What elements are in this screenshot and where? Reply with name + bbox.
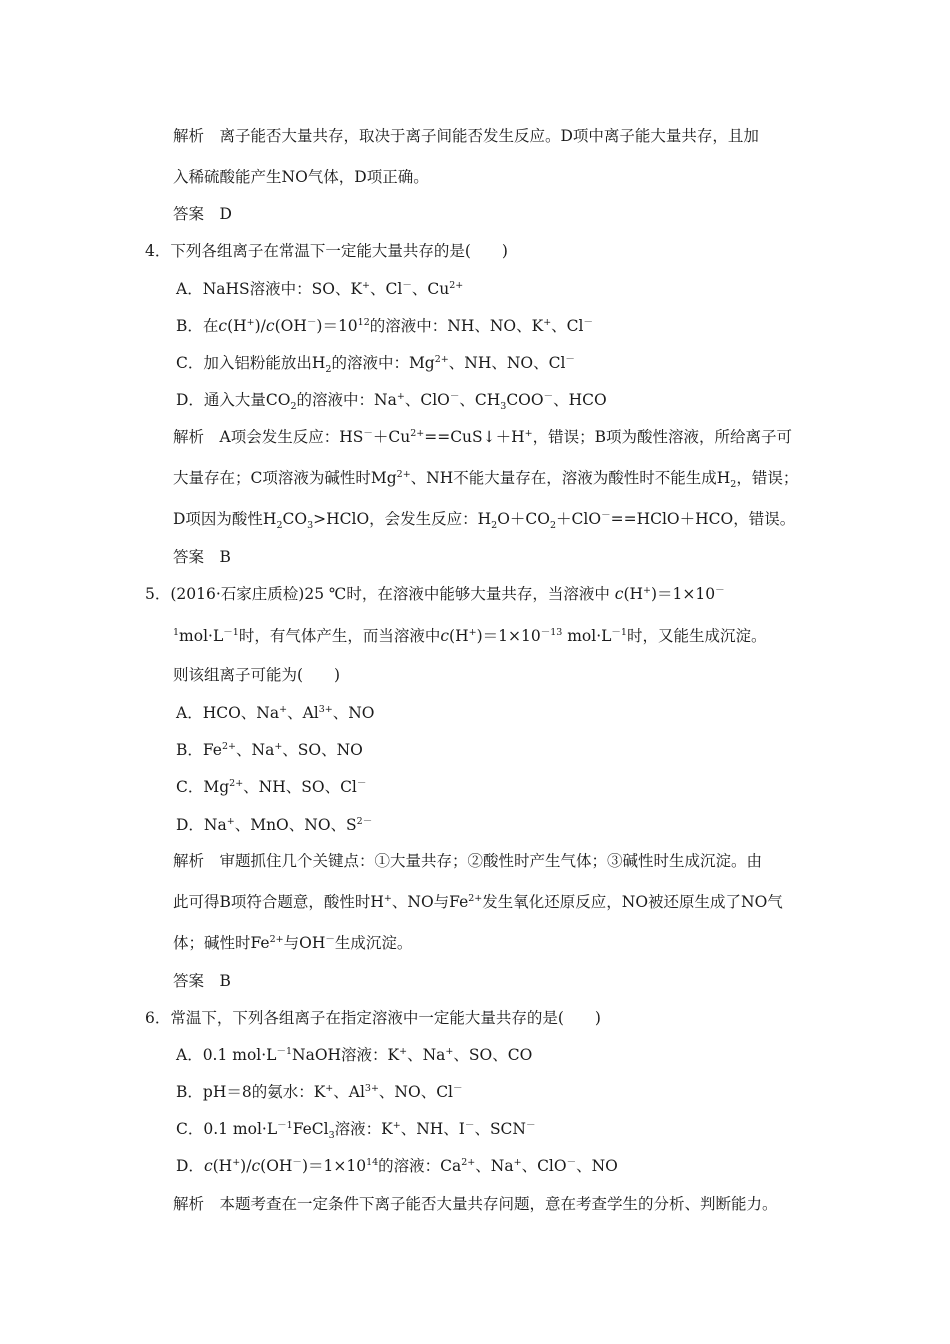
q4-explanation-line-3: D项因为酸性$H_2CO_3>HClO$，会发生反应：$H_2O+CO_2+ClO^-==HClO+HCO$，错误。 [173, 509, 796, 532]
q5-explanation-line-1: 解析 审题抓住几个关键点：①大量共存；②酸性时产生气体；③碱性时生成沉淀。由 [173, 852, 763, 870]
q6-explanation-line-1: 解析 本题考查在一定条件下离子能否大量共存问题，意在考查学生的分析、判断能力。 [173, 1195, 778, 1213]
q4-stem: 4．下列各组离子在常温下一定能大量共存的是( ) [145, 242, 508, 260]
q4-option-d: D．通入大量$CO_2$的溶液中：Na+、ClO－、$CH_3COO^-$、HCO [176, 390, 607, 413]
q3-explanation-line-2: 入稀硫酸能产生NO气体，D项正确。 [173, 168, 429, 186]
q5-explanation-line-3: 体；碱性时$Fe^{2+}$与OH－生成沉淀。 [173, 933, 413, 952]
q4-option-a: A．NaHS溶液中：SO、K+、Cl－、$Cu^{2+}$ [176, 279, 464, 298]
q5-stem-line-1: 5．(2016·石家庄质检)25 ℃时，在溶液中能够大量共存，当溶液中 c(H+)＝1×10－ [145, 584, 725, 603]
q4-option-b: B．在$c(H^+)/c(OH^-)=10^{12}$的溶液中：NH、NO、K+、Cl－ [176, 316, 594, 335]
q5-stem-line-3: 则该组离子可能为( ) [173, 666, 341, 684]
q4-answer: 答案 B [173, 548, 231, 566]
q6-option-c: C．0.1 $mol\cdot L^{-1}FeCl_3$溶液：K+、NH、I－、SCN－ [176, 1119, 536, 1142]
q6-option-d: D．$c(H^+)/c(OH^-)=1\times 10^{14}$的溶液：$Ca^{2+}$、Na+、ClO－、NO [176, 1156, 618, 1175]
q3-explanation-line-1: 解析 离子能否大量共存，取决于离子间能否发生反应。D项中离子能大量共存，且加 [173, 127, 759, 145]
q3-answer: 答案 D [173, 205, 232, 223]
q4-explanation-line-2: 大量存在；C项溶液为碱性时$Mg^{2+}$、NH不能大量存在，溶液为酸性时不能生成$H_2$，错误； [173, 468, 799, 491]
q5-option-c: C．$Mg^{2+}$、NH、SO、Cl－ [176, 777, 367, 796]
q5-option-b: B．$Fe^{2+}$、Na+、SO、NO [176, 740, 363, 759]
q6-option-b: B．pH＝8的氨水：K+、$Al^{3+}$、NO、Cl－ [176, 1082, 463, 1101]
q5-stem-line-2: $^1mol\cdot L^{-1}$时，有气体产生，而当溶液中$c(H^+)=1\times 10^{-13}$ $mol\cdot L^{-1}$时，又能生成沉淀。 [173, 626, 767, 645]
q4-option-c: C．加入铝粉能放出$H_2$的溶液中：$Mg^{2+}$、NH、NO、Cl－ [176, 353, 575, 376]
q5-option-a: A．HCO、Na+、$Al^{3+}$、NO [176, 703, 375, 722]
q6-stem: 6．常温下，下列各组离子在指定溶液中一定能大量共存的是( ) [145, 1009, 601, 1027]
q4-explanation-line-1: 解析 A项会发生反应：$HS^-+Cu^{2+}==CuS↓+H^+$，错误；B项为酸性溶液，所给离子可 [173, 427, 793, 446]
q5-answer: 答案 B [173, 972, 231, 990]
q5-explanation-line-2: 此可得B项符合题意，酸性时H+、NO与$Fe^{2+}$发生氧化还原反应，NO被还原生成了NO气 [173, 892, 783, 911]
q5-option-d: D．Na+、MnO、NO、$S^{2-}$ [176, 815, 373, 834]
q6-option-a: A．0.1 $mol\cdot L^{-1}NaOH$溶液：K+、Na+、SO、CO [176, 1045, 533, 1064]
